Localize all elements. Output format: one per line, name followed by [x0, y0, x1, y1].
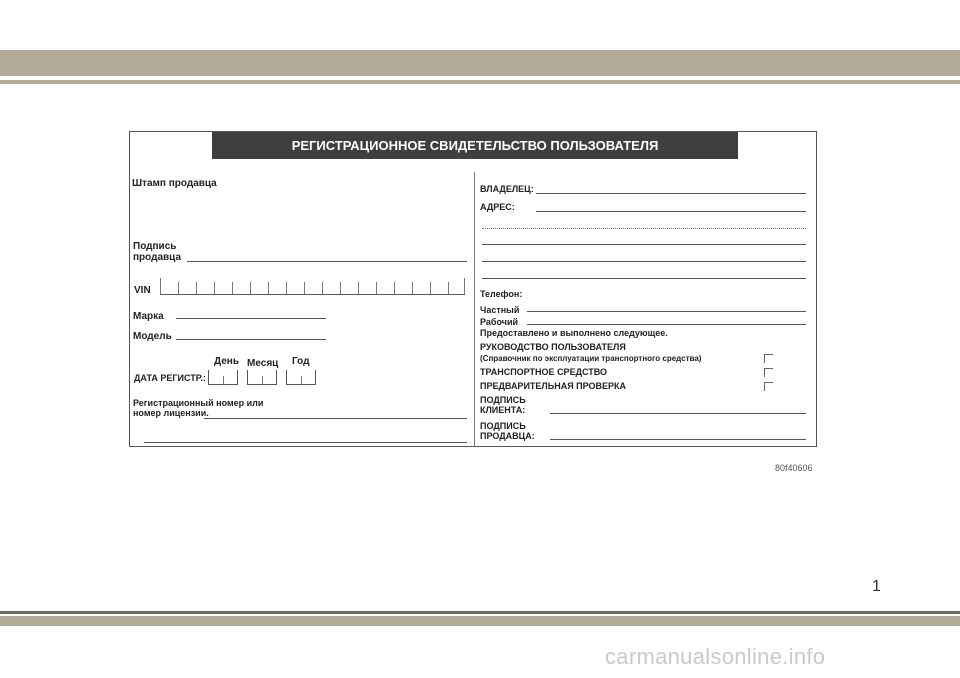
card-title: РЕГИСТРАЦИОННОЕ СВИДЕТЕЛЬСТВО ПОЛЬЗОВАТЕЛЯ	[212, 132, 738, 159]
watermark: carmanualsonline.info	[605, 644, 826, 669]
day-label: День	[214, 356, 239, 367]
month-label: Месяц	[247, 358, 279, 369]
reg-number-field[interactable]	[204, 418, 467, 419]
reg-month-field[interactable]	[247, 370, 277, 385]
vin-label: VIN	[134, 285, 151, 296]
reg-number-label-2: номер лицензии.	[133, 408, 209, 418]
address-field-5[interactable]	[482, 278, 806, 279]
address-field-3[interactable]	[482, 244, 806, 245]
pre-check-label: ПРЕДВАРИТЕЛЬНАЯ ПРОВЕРКА	[480, 381, 627, 391]
client-signature-label-1: ПОДПИСЬ	[480, 395, 526, 405]
make-field[interactable]	[176, 318, 326, 319]
dealer-signature-right-label-1: ПОДПИСЬ	[480, 421, 526, 431]
model-field[interactable]	[176, 339, 326, 340]
client-signature-field[interactable]	[550, 413, 806, 414]
dealer-signature-label-1: Подпись	[133, 241, 177, 252]
phone-label: Телефон:	[480, 289, 523, 299]
reg-day-field[interactable]	[208, 370, 238, 385]
manual-checkbox[interactable]	[764, 354, 773, 363]
owner-label: ВЛАДЕЛЕЦ:	[480, 184, 534, 194]
dealer-stamp-label: Штамп продавца	[132, 178, 217, 189]
dealer-signature-field[interactable]	[187, 261, 467, 262]
client-signature-label-2: КЛИЕНТА:	[480, 405, 526, 415]
vehicle-checkbox[interactable]	[764, 368, 773, 377]
dealer-signature-label-2: продавца	[133, 252, 182, 263]
reg-date-label: ДАТА РЕГИСТР.:	[134, 373, 206, 383]
page-number: 1	[872, 578, 881, 595]
model-label: Модель	[133, 331, 172, 342]
owner-field[interactable]	[536, 193, 806, 194]
year-label: Год	[292, 356, 310, 367]
manual-note-label: (Справочник по эксплуатации транспортного средства)	[480, 354, 702, 363]
provided-label: Предоставлено и выполнено следующее.	[480, 328, 668, 338]
manual-label: РУКОВОДСТВО ПОЛЬЗОВАТЕЛЯ	[480, 342, 626, 352]
reg-year-field[interactable]	[286, 370, 316, 385]
top-decor-line	[0, 80, 960, 84]
vin-field[interactable]	[160, 278, 465, 295]
phone-private-label: Частный	[480, 305, 520, 315]
bottom-decor-line	[0, 611, 960, 614]
reg-number-label-1: Регистрационный номер или	[133, 398, 264, 408]
address-field-4[interactable]	[482, 261, 806, 262]
registration-card	[129, 131, 817, 447]
pre-check-checkbox[interactable]	[764, 382, 773, 391]
top-decor-band	[0, 50, 960, 76]
image-code: 80f40606	[775, 463, 813, 473]
column-divider	[474, 172, 475, 447]
address-label: АДРЕС:	[480, 202, 515, 212]
phone-work-label: Рабочий	[480, 317, 519, 327]
address-field-2[interactable]	[482, 228, 806, 229]
bottom-decor-band	[0, 616, 960, 626]
phone-private-field[interactable]	[527, 311, 806, 312]
vehicle-label: ТРАНСПОРТНОЕ СРЕДСТВО	[480, 367, 608, 377]
address-field-1[interactable]	[536, 211, 806, 212]
dealer-signature-right-label-2: ПРОДАВЦА:	[480, 431, 535, 441]
make-label: Марка	[133, 311, 164, 322]
dealer-signature-right-field[interactable]	[550, 439, 806, 440]
reg-number-field-2[interactable]	[144, 442, 467, 443]
phone-work-field[interactable]	[527, 324, 806, 325]
